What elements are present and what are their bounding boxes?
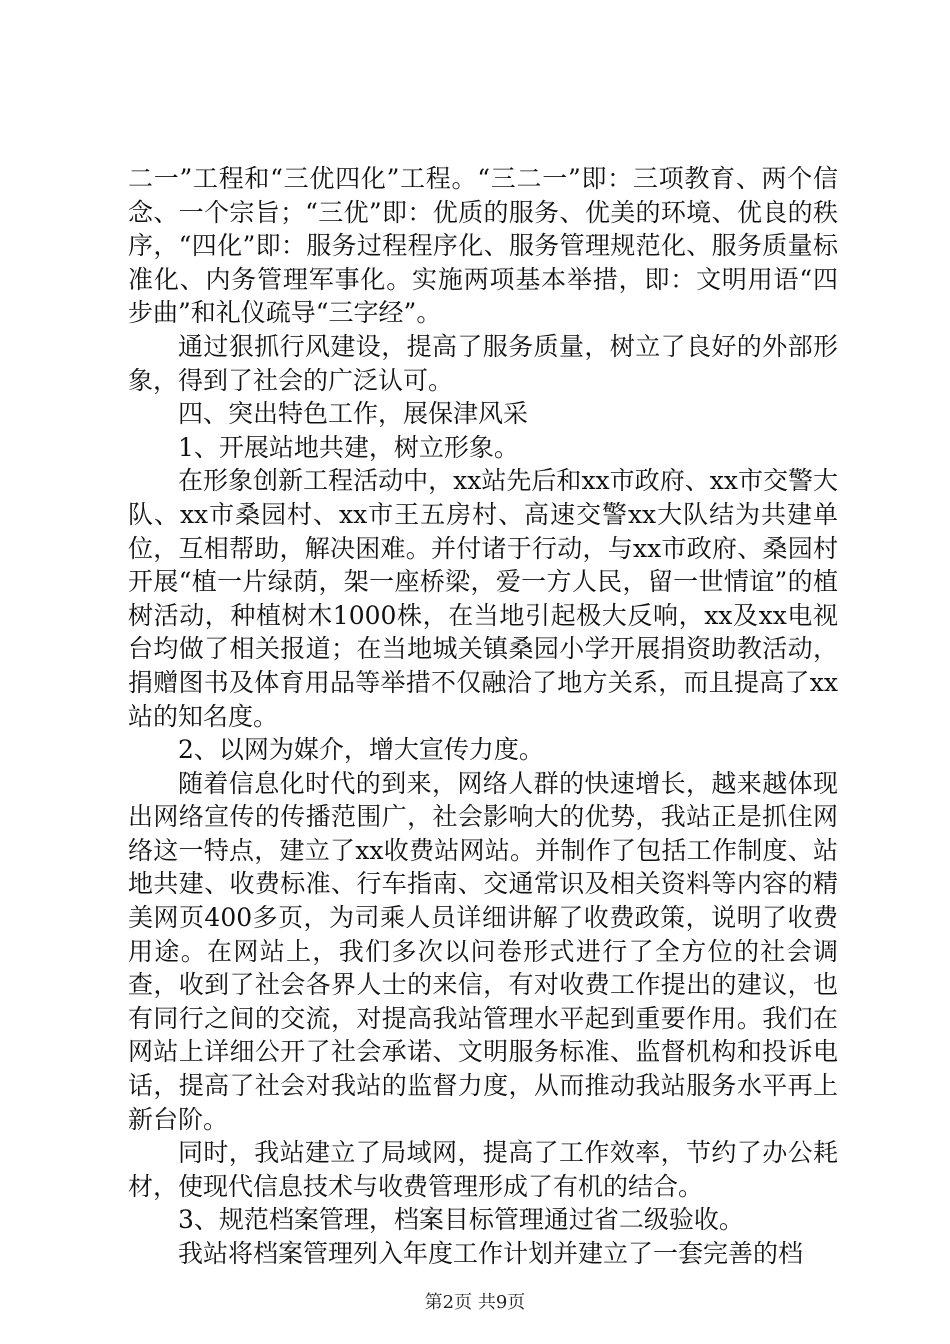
subsection-heading: 1、开展站地共建，树立形象。 — [178, 432, 519, 462]
page-number-footer: 第2页 共9页 — [424, 1292, 526, 1313]
paragraph: 我站将档案管理列入年度工作计划并建立了一套完善的档 — [178, 1239, 804, 1268]
document-body — [128, 162, 838, 1271]
paragraph: 二一”工程和“三优四化”工程。“三二一”即：三项教育、两个信念、一个宗旨；“三优”即：优质的服务、优美的环境、优良的秩序，“四化”即：服务过程程序化、服务管理规范化、服务质量标准化、内务管理军事化。实施两项基本举措，即：文明用语“四步曲”和礼仪疏导“三字经”。 — [128, 164, 838, 328]
subsection-heading: 3、规范档案管理，档案目标管理通过省二级验收。 — [178, 1205, 744, 1235]
paragraph: 同时，我站建立了局域网，提高了工作效率，节约了办公耗材，使现代信息技术与收费管理形成了有机的结合。 — [128, 1138, 838, 1201]
subsection-heading: 2、以网为媒介，增大宣传力度。 — [178, 735, 544, 765]
section-heading: 四、突出特色工作，展保津风采 — [178, 399, 529, 429]
paragraph: 随着信息化时代的到来，网络人群的快速增长，越来越体现出网络宣传的传播范围广，社会影响大的优势，我站正是抓住网络这一特点，建立了xx收费站网站。并制作了包括工作制度、站地共建、收费标准、行车指南、交通常识及相关资料等内容的精美网页400多页，为司乘人员详细讲解了收费政策，说明了收费用途。在网站上，我们多次以问卷形式进行了全方位的社会调查，收到了社会各界人士的来信，有对收费工作提出的建议，也有同行之间的交流，对提高我站管理水平起到重要作用。我们在网站上详细公开了社会承诺、文明服务标准、监督机构和投诉电话，提高了社会对我站的监督力度，从而推动我站服务水平再上新台阶。 — [128, 768, 838, 1134]
paragraph: 在形象创新工程活动中，xx站先后和xx市政府、xx市交警大队、xx市桑园村、xx市王五房村、高速交警xx大队结为共建单位，互相帮助，解决困难。并付诸于行动，与xx市政府、桑园村开展“植一片绿荫，架一座桥梁，爱一方人民，留一世情谊”的植树活动，种植树木1000株，在当地引起极大反响，xx及xx电视台均做了相关报道；在当地城关镇桑园小学开展捐资助教活动，捐赠图书及体育用品等举措不仅融洽了地方关系，而且提高了xx站的知名度。 — [128, 466, 838, 731]
paragraph: 通过狠抓行风建设，提高了服务质量，树立了良好的外部形象，得到了社会的广泛认可。 — [128, 331, 838, 395]
